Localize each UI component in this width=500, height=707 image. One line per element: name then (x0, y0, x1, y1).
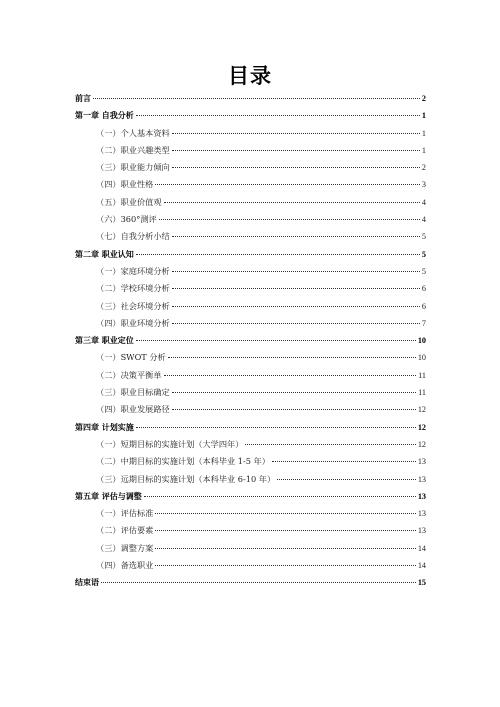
toc-entry-label: （四）备选职业 (96, 560, 154, 571)
toc-page-number: 6 (421, 301, 426, 311)
toc-page-number: 12 (417, 422, 426, 432)
dot-leader (172, 392, 416, 393)
toc-page-number: 5 (421, 249, 426, 259)
toc-page-number: 1 (421, 111, 426, 121)
toc-section-entry[interactable] (75, 280, 426, 297)
toc-entry-label: 第一章 自我分析 (75, 111, 134, 121)
dot-leader (245, 444, 415, 445)
toc-section-entry[interactable] (75, 557, 426, 574)
toc-entry-label: （二）中期目标的实施计划（本科毕业 1-5 年） (96, 456, 270, 467)
dot-leader (136, 115, 420, 116)
toc-entry-label: 第五章 评估与调整 (75, 491, 142, 501)
toc-page-number: 11 (418, 388, 426, 398)
dot-leader (172, 167, 420, 168)
toc-section-entry[interactable] (75, 349, 426, 366)
toc-page-number: 13 (417, 457, 426, 467)
toc-page-number: 10 (417, 353, 426, 363)
toc-title: 目录 (228, 64, 272, 88)
toc-entry-label: （四）职业性格 (96, 179, 154, 190)
toc-entry-label: （五）职业价值观 (96, 196, 162, 207)
toc-page-number: 1 (421, 145, 426, 155)
toc-entry-label: 结束语 (75, 578, 99, 588)
toc-entry-label: （六）360°测评 (96, 214, 157, 225)
toc-section-entry[interactable] (75, 194, 426, 211)
toc-page-number: 4 (421, 215, 426, 225)
toc-entry-label: （二）职业兴趣类型 (96, 144, 170, 155)
dot-leader (164, 375, 417, 376)
dot-leader (159, 219, 420, 220)
dot-leader (101, 582, 416, 583)
toc-page-number: 12 (417, 405, 426, 415)
toc-chapter-entry[interactable] (75, 90, 426, 107)
dot-leader (155, 565, 415, 566)
toc-section-entry[interactable] (75, 298, 426, 315)
toc-chapter-entry[interactable] (75, 574, 426, 591)
dot-leader (172, 409, 416, 410)
toc-chapter-entry[interactable] (75, 332, 426, 349)
toc-entry-label: （三）职业目标确定 (96, 387, 170, 398)
toc-page-number: 1 (421, 128, 426, 138)
dot-leader (136, 340, 416, 341)
dot-leader (155, 184, 420, 185)
toc-section-entry[interactable] (75, 159, 426, 176)
toc-page-number: 14 (417, 561, 426, 571)
toc-entry-label: （一）短期目标的实施计划（大学四年） (96, 438, 244, 449)
toc-entry-label: 第三章 职业定位 (75, 336, 134, 346)
toc-page-number: 10 (417, 336, 426, 346)
toc-page-number: 7 (421, 318, 426, 328)
dot-leader (136, 427, 416, 428)
toc-section-entry[interactable] (75, 176, 426, 193)
toc-section-entry[interactable] (75, 401, 426, 418)
toc-section-entry[interactable] (75, 471, 426, 488)
toc-entry-label: （一）个人基本资料 (96, 127, 170, 138)
toc-entry-label: （二）学校环境分析 (96, 283, 170, 294)
toc-page-number: 13 (417, 509, 426, 519)
toc-chapter-entry[interactable] (75, 419, 426, 436)
toc-section-entry[interactable] (75, 142, 426, 159)
toc-entry-label: （一）评估标准 (96, 508, 154, 519)
dot-leader (272, 461, 416, 462)
toc-section-entry[interactable] (75, 263, 426, 280)
toc-section-entry[interactable] (75, 453, 426, 470)
toc-entry-label: 第二章 职业认知 (75, 249, 134, 259)
toc-entry-label: （二）评估要素 (96, 525, 154, 536)
toc-section-entry[interactable] (75, 228, 426, 245)
toc-section-entry[interactable] (75, 211, 426, 228)
table-of-contents (75, 90, 426, 592)
toc-page-number: 13 (417, 491, 426, 501)
dot-leader (172, 271, 420, 272)
toc-entry-label: 第四章 计划实施 (75, 422, 134, 432)
toc-chapter-entry[interactable] (75, 107, 426, 124)
toc-section-entry[interactable] (75, 540, 426, 557)
toc-page-number: 13 (417, 526, 426, 536)
toc-entry-label: （三）远期目标的实施计划（本科毕业 6-10 年） (96, 473, 276, 484)
toc-page-number: 2 (421, 163, 426, 173)
dot-leader (155, 530, 415, 531)
toc-entry-label: （一）家庭环境分析 (96, 265, 170, 276)
toc-chapter-entry[interactable] (75, 488, 426, 505)
toc-section-entry[interactable] (75, 505, 426, 522)
toc-page-number: 2 (421, 94, 426, 103)
toc-page-number: 14 (417, 543, 426, 553)
dot-leader (93, 98, 420, 99)
toc-page-number: 5 (421, 266, 426, 276)
dot-leader (155, 513, 415, 514)
toc-entry-label: （四）职业环境分析 (96, 317, 170, 328)
toc-entry-label: （一）SWOT 分析 (96, 352, 166, 363)
toc-section-entry[interactable] (75, 367, 426, 384)
dot-leader (172, 133, 420, 134)
toc-page-number: 4 (421, 197, 426, 207)
toc-section-entry[interactable] (75, 436, 426, 453)
dot-leader (144, 496, 416, 497)
dot-leader (172, 150, 420, 151)
toc-section-entry[interactable] (75, 522, 426, 539)
dot-leader (172, 236, 420, 237)
toc-entry-label: （三）社会环境分析 (96, 300, 170, 311)
toc-entry-label: （二）决策平衡单 (96, 369, 162, 380)
toc-page-number: 12 (417, 439, 426, 449)
dot-leader (172, 288, 420, 289)
toc-page-number: 6 (421, 284, 426, 294)
toc-entry-label: （三）调整方案 (96, 542, 154, 553)
toc-page-number: 3 (421, 180, 426, 190)
toc-section-entry[interactable] (75, 125, 426, 142)
dot-leader (172, 323, 420, 324)
toc-entry-label: （七）自我分析小结 (96, 231, 170, 242)
toc-page-number: 15 (417, 578, 426, 588)
toc-page-number: 13 (417, 474, 426, 484)
toc-entry-label: 前言 (75, 94, 91, 103)
toc-entry-label: （四）职业发展路径 (96, 404, 170, 415)
dot-leader (277, 479, 416, 480)
toc-chapter-entry[interactable] (75, 246, 426, 263)
dot-leader (172, 306, 420, 307)
toc-section-entry[interactable] (75, 315, 426, 332)
dot-leader (168, 357, 416, 358)
dot-leader (155, 548, 415, 549)
toc-entry-label: （三）职业能力倾向 (96, 162, 170, 173)
toc-page-number: 11 (418, 370, 426, 380)
toc-section-entry[interactable] (75, 384, 426, 401)
toc-page-number: 5 (421, 232, 426, 242)
dot-leader (136, 254, 420, 255)
dot-leader (164, 202, 420, 203)
